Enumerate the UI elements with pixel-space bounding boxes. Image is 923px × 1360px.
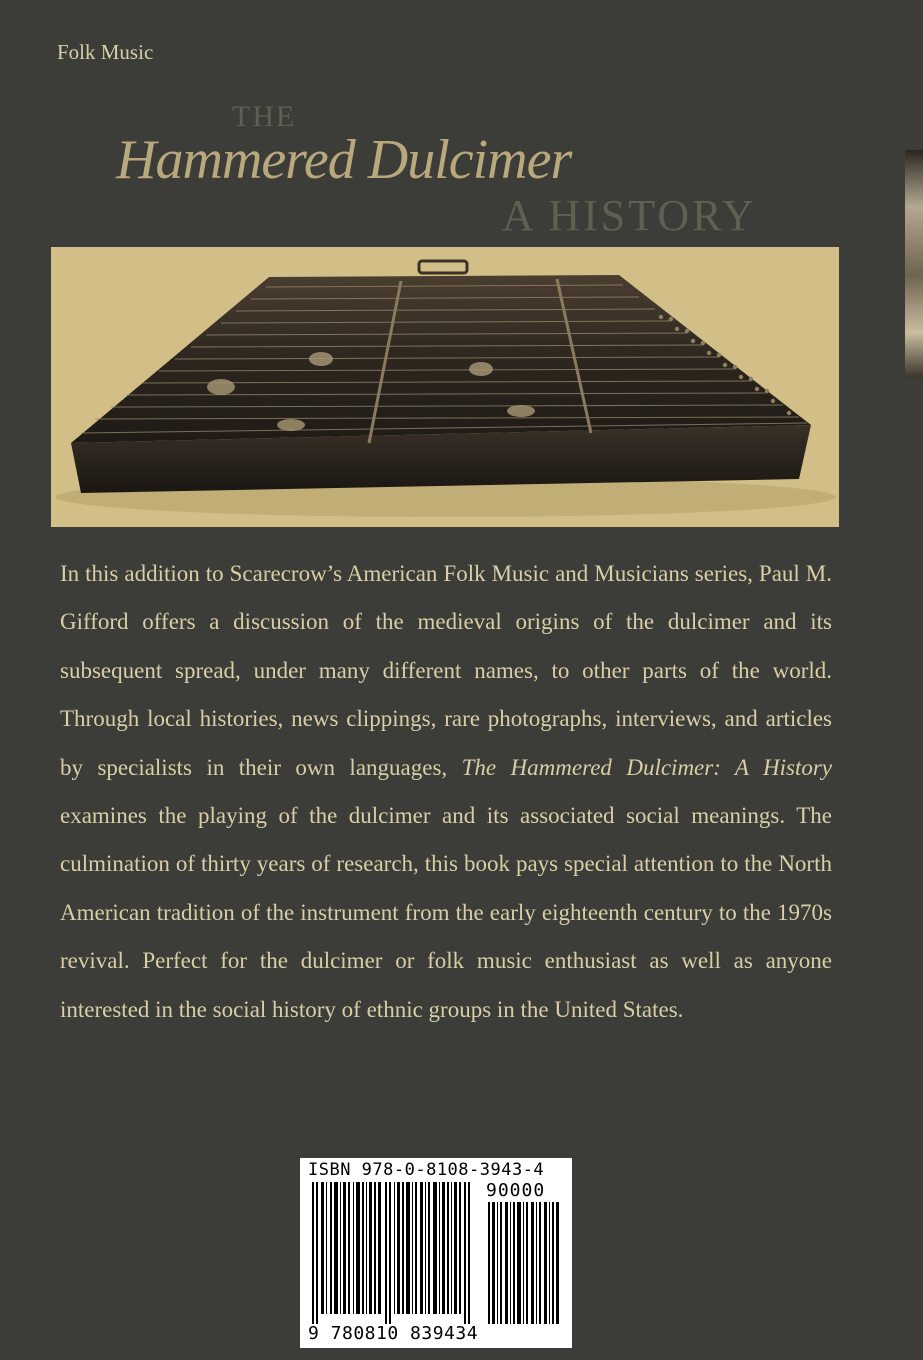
isbn-barcode <box>300 1158 572 1348</box>
book-description <box>60 550 832 1034</box>
description-text-2: examines the playing of the dulcimer and its associated social meanings. The culmination of thirty years of research, this book pays special attention to the North American tradition of the instrument from the early eighteenth century to the 1970s revival. Perfect for the dulcimer or folk music enthusiast as well as anyone interested in the social history of ethnic groups in the United States. <box>60 803 832 1022</box>
isbn-number: ISBN 978-0-8108-3943-4 <box>308 1160 545 1180</box>
title-the: THE <box>232 100 297 133</box>
description-text-1: In this addition to Scarecrow’s American Folk Music and Musicians series, Paul M. Gifford offers a discussion of the medieval origins of the dulcimer and its subsequent spread, under many different names, to other parts of the world. Through local histories, news clippings, rare photographs, interviews, and articles by specialists in their own languages, <box>60 561 832 780</box>
description-book-title: The Hammered Dulcimer: A History <box>461 754 832 780</box>
price-code: 90000 <box>486 1180 546 1201</box>
dulcimer-photo <box>51 247 839 527</box>
category-label: Folk Music <box>57 40 154 64</box>
book-subtitle: A HISTORY <box>502 191 757 240</box>
book-title: Hammered Dulcimer <box>116 129 572 191</box>
dulcimer-illustration <box>51 247 839 527</box>
adjacent-photo-edge <box>905 150 923 378</box>
addon-barcode-bars <box>486 1202 564 1324</box>
ean-digits: 9 780810 839434 <box>308 1323 479 1344</box>
barcode-bars <box>308 1182 478 1324</box>
